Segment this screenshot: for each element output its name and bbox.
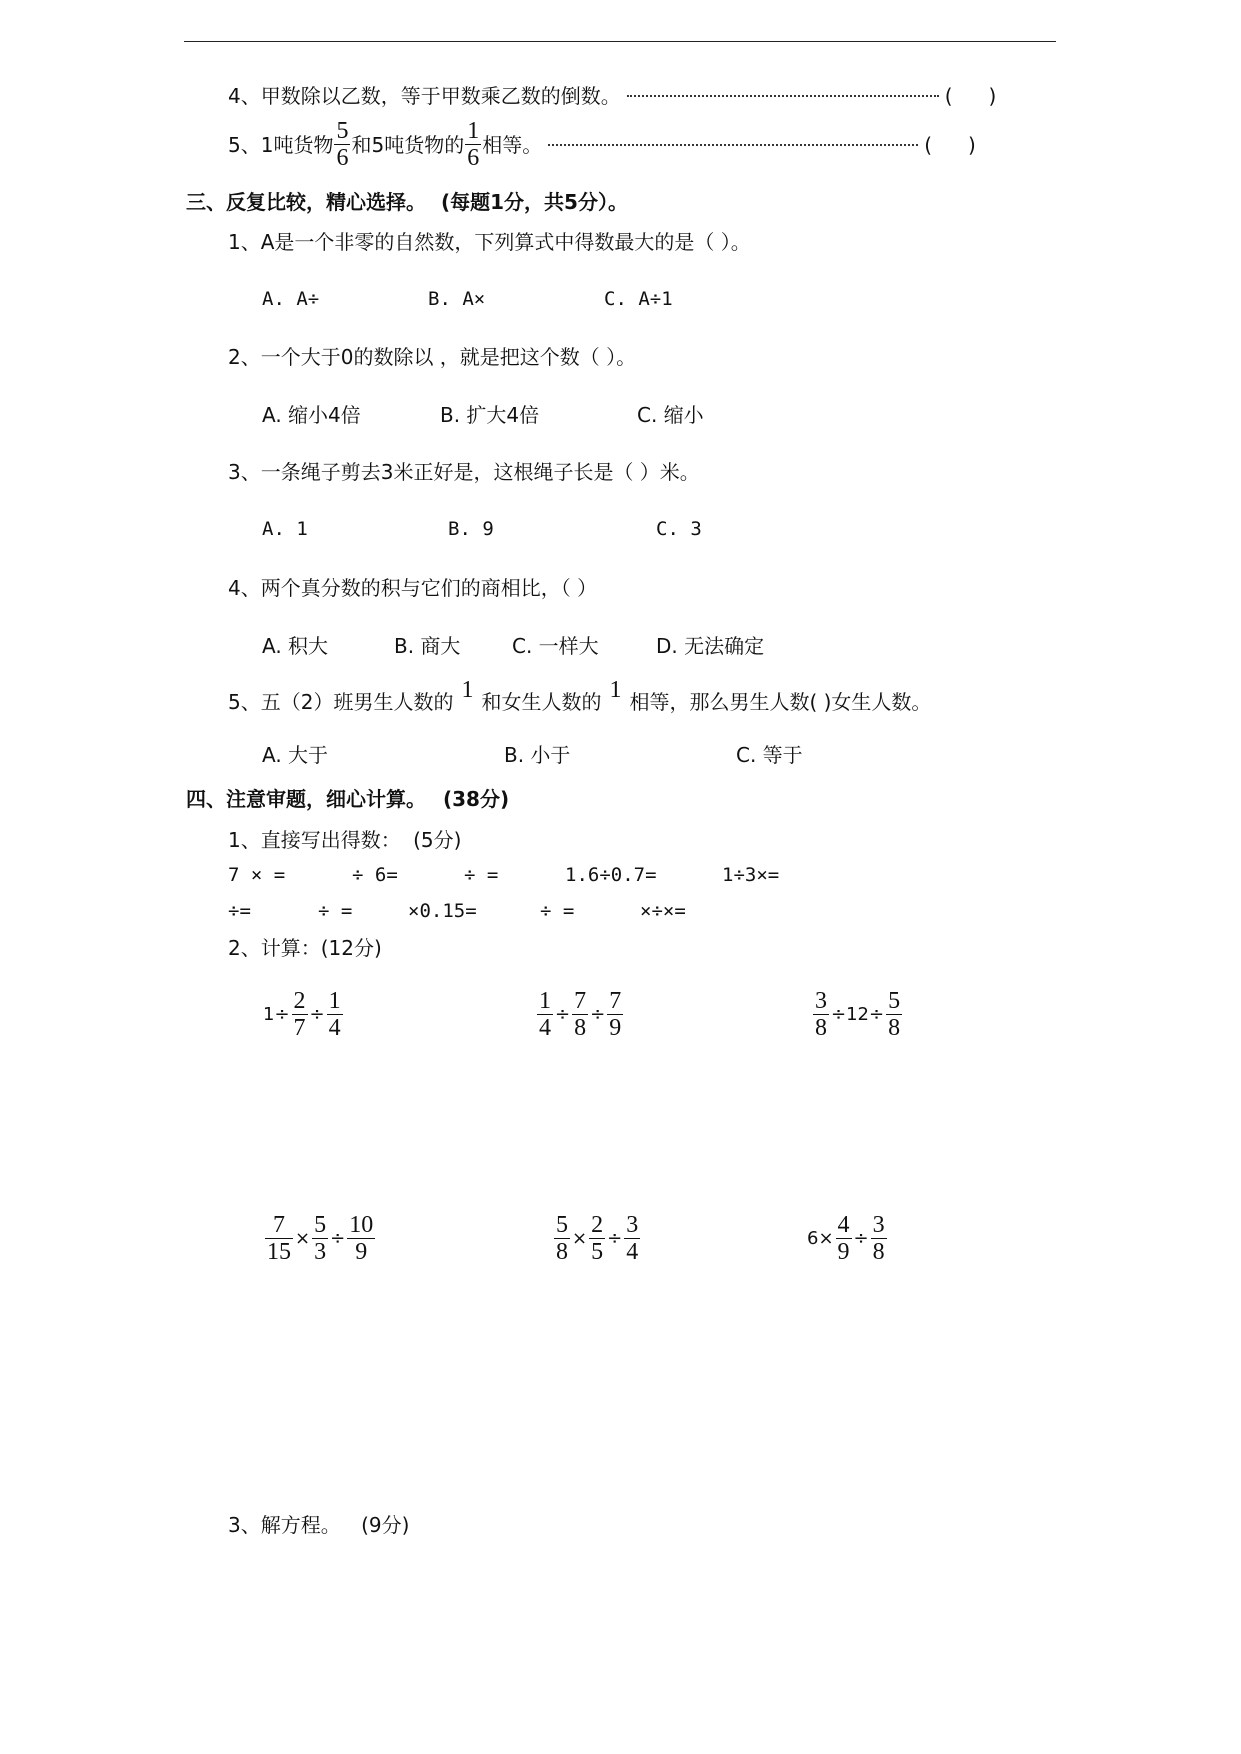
part-2-label: 2、计算：(12分) [228, 936, 382, 960]
question-5-option-c[interactable]: C. 等于 [736, 743, 803, 767]
question-2-stem: 2、一个大于0的数除以 ，就是把这个数（ ）。 [228, 345, 637, 369]
part-3-label: 3、解方程。 (9分) [228, 1513, 410, 1537]
fraction: $\frac{5}{6}$ [336, 118, 349, 171]
item-number: 4、 [228, 84, 261, 108]
question-3-option-c[interactable]: C. 3 [656, 518, 702, 540]
question-4-option-c[interactable]: C. 一样大 [512, 634, 599, 658]
answer-paren-close: ) [988, 84, 997, 108]
answer-paren-open: ( [924, 132, 933, 157]
question-2-option-b[interactable]: B. 扩大4倍 [440, 403, 540, 427]
item-text-b: 和5吨货物的 [351, 132, 465, 157]
mental-calc-2: ÷ 6= [352, 864, 398, 886]
section-title: 四、注意审题，细心计算。 [186, 787, 426, 811]
header-rule [184, 41, 1056, 42]
fraction: $\frac{1}{6}$ [467, 118, 480, 171]
question-1-option-c[interactable]: C. A÷1 [604, 288, 673, 310]
question-2-option-a[interactable]: A. 缩小4倍 [262, 403, 361, 427]
question-3-option-b[interactable]: B. 9 [448, 518, 494, 540]
judgment-item-5 [228, 118, 976, 171]
section-title: 三、反复比较，精心选择。 [186, 190, 426, 214]
question-3-stem: 3、一条绳子剪去3米正好是，这根绳子长是（ ）米。 [228, 460, 700, 484]
question-4-option-a[interactable]: A. 积大 [262, 634, 329, 658]
mental-calc-8: ×0.15= [408, 900, 477, 922]
item-number: 5、 [228, 132, 261, 157]
mental-calc-1: 7 × = [228, 864, 286, 886]
question-4-option-d[interactable]: D. 无法确定 [656, 634, 765, 658]
mental-calc-4: 1.6÷0.7= [565, 864, 657, 886]
question-1-option-b[interactable]: B. A× [428, 288, 486, 310]
question-5-option-b[interactable]: B. 小于 [504, 743, 571, 767]
fraction-numerator: 1 [461, 677, 474, 703]
calc-expression-6: 6× $\frac{4}{9}$ ÷ $\frac{3}{8}$ [807, 1212, 885, 1265]
question-4-option-b[interactable]: B. 商大 [394, 634, 461, 658]
section-score: (每题1分，共5分）。 [440, 190, 628, 214]
question-1-option-a[interactable]: A. A÷ [262, 288, 320, 310]
question-5-option-a[interactable]: A. 大于 [262, 743, 329, 767]
section-4-heading [186, 787, 509, 811]
section-score: (38分) [442, 787, 510, 811]
dotted-leader [548, 144, 918, 146]
answer-paren-close: ) [968, 132, 976, 157]
calc-expression-1: 1÷ $\frac{2}{7}$ ÷ $\frac{1}{4}$ [263, 988, 341, 1041]
calc-expression-5: $\frac{5}{8}$ × $\frac{2}{5}$ ÷ $\frac{3}{4}$ [556, 1212, 639, 1265]
question-4-stem: 4、两个真分数的积与它们的商相比，（ ） [228, 576, 598, 600]
item-text-c: 相等。 [482, 132, 543, 157]
question-2-option-c[interactable]: C. 缩小 [637, 403, 704, 427]
mental-calc-7: ÷ = [318, 900, 353, 922]
mental-calc-5: 1÷3×= [722, 864, 780, 886]
calc-expression-4: $\frac{7}{15}$ × $\frac{5}{3}$ ÷ $\frac{10}{9}$ [267, 1212, 374, 1265]
item-text: 甲数除以乙数，等于甲数乘乙数的倒数。 [260, 84, 621, 108]
question-3-option-a[interactable]: A. 1 [262, 518, 308, 540]
question-5-stem: 5、五（2）班男生人数的 1 和女生人数的 1 相等，那么男生人数( )女生人数。 [228, 677, 932, 714]
mental-calc-3: ÷ = [464, 864, 499, 886]
judgment-item-4 [228, 84, 996, 108]
fraction-numerator: 1 [609, 677, 622, 703]
calc-expression-2: $\frac{1}{4}$ ÷ $\frac{7}{8}$ ÷ $\frac{7}{9}$ [539, 988, 622, 1041]
part-1-label: 1、直接写出得数： (5分) [228, 828, 462, 852]
dotted-leader [627, 95, 939, 97]
section-3-heading [186, 190, 628, 214]
calc-expression-3: $\frac{3}{8}$ ÷12÷ $\frac{5}{8}$ [815, 988, 901, 1041]
mental-calc-6: ÷= [228, 900, 251, 922]
answer-paren-open: ( [944, 84, 953, 108]
mental-calc-9: ÷ = [540, 900, 575, 922]
item-text-a: 1吨货物 [260, 132, 334, 157]
question-1-stem: 1、A是一个非零的自然数，下列算式中得数最大的是（ ）。 [228, 230, 751, 254]
mental-calc-10: ×÷×= [640, 900, 686, 922]
